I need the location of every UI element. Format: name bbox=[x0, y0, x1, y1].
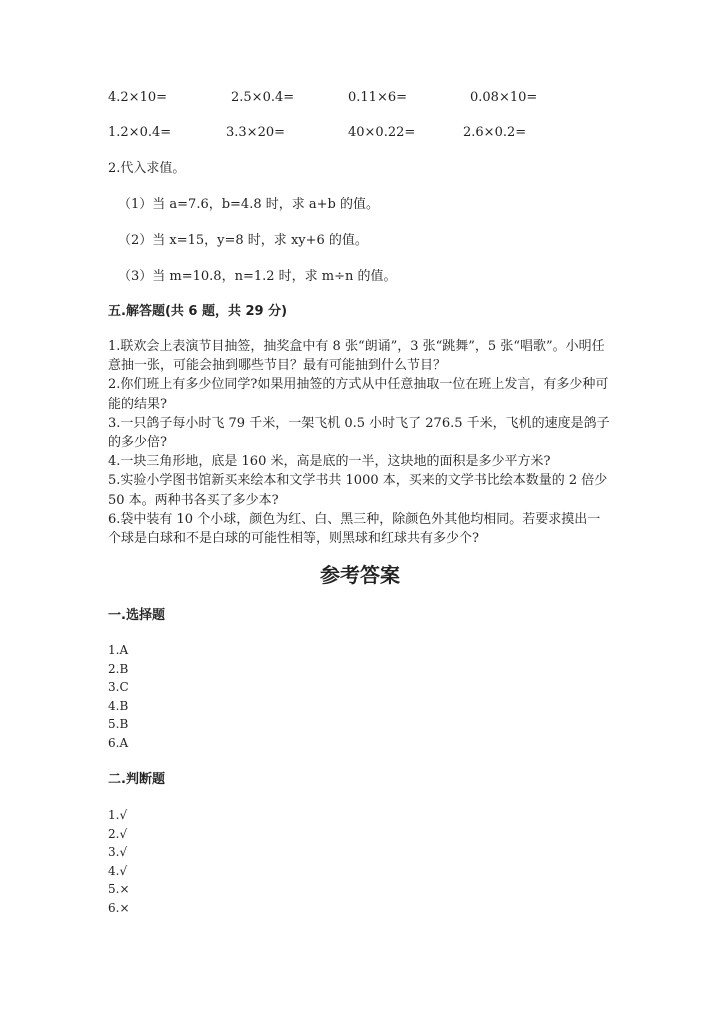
answer-item: 2.√ bbox=[108, 826, 128, 841]
answer-item: 6.× bbox=[108, 900, 130, 915]
answer-list-judge bbox=[108, 806, 130, 918]
calc-item: 0.11×6= bbox=[348, 90, 408, 105]
calc-item: 40×0.22= bbox=[348, 125, 416, 140]
calc-item: 2.5×0.4= bbox=[231, 90, 295, 105]
calc-item: 0.08×10= bbox=[470, 90, 538, 105]
calc-item: 2.6×0.2= bbox=[463, 125, 527, 140]
answer-list-choice bbox=[108, 641, 129, 753]
answer-item: 4.B bbox=[108, 698, 129, 713]
problem-item: 2.你们班上有多少位同学?如果用抽签的方式从中任意抽取一位在班上发言，有多少种可能的结果? bbox=[108, 377, 609, 412]
answer-item: 3.C bbox=[108, 680, 129, 695]
answer-item: 4.√ bbox=[108, 863, 128, 878]
substitution-heading: 2.代入求值。 bbox=[108, 161, 186, 176]
answer-item: 1.A bbox=[108, 643, 129, 657]
answer-section1-heading: 一.选择题 bbox=[108, 608, 165, 623]
answer-section2-heading: 二.判断题 bbox=[108, 772, 165, 787]
answer-item: 5.× bbox=[108, 882, 130, 897]
substitution-item: （2）当 x=15，y=8 时，求 xy+6 的值。 bbox=[118, 233, 368, 248]
answer-item: 6.A bbox=[108, 735, 129, 750]
problem-item: 1.联欢会上表演节目抽签，抽奖盒中有 8 张“朗诵”，3 张“跳舞”，5 张“唱歌”。小明任意抽一张，可能会抽到哪些节目？最有可能抽到什么节目？ bbox=[108, 339, 605, 374]
problem-item: 5.实验小学图书馆新买来绘本和文学书共 1000 本，买来的文学书比绘本数量的 2 倍少 50 本。两种书各买了多少本? bbox=[108, 473, 608, 508]
calc-row bbox=[0, 123, 720, 143]
answer-item: 5.B bbox=[108, 717, 129, 732]
problem-item: 3.一只鸽子每小时飞 79 千米，一架飞机 0.5 小时飞了 276.5 千米，飞机的速度是鸽子的多少倍? bbox=[108, 415, 610, 451]
problem-item: 6.袋中装有 10 个小球，颜色为红、白、黑三种，除颜色外其他均相同。若要求摸出一个球是白球和不是白球的可能性相等，则黑球和红球共有多少个? bbox=[108, 511, 601, 547]
calc-item: 3.3×20= bbox=[226, 125, 286, 140]
answer-item: 1.√ bbox=[108, 808, 128, 822]
problem-item: 4.一块三角形地，底是 160 米，高是底的一半，这块地的面积是多少平方米? bbox=[108, 454, 551, 470]
answer-item: 2.B bbox=[108, 661, 129, 676]
calc-row bbox=[0, 88, 720, 108]
substitution-item: （3）当 m=10.8，n=1.2 时，求 m÷n 的值。 bbox=[118, 269, 397, 284]
answer-title: 参考答案 bbox=[320, 563, 400, 587]
calc-item: 1.2×0.4= bbox=[108, 125, 172, 140]
problem-list bbox=[108, 337, 612, 548]
substitution-item: （1）当 a=7.6，b=4.8 时，求 a+b 的值。 bbox=[118, 197, 379, 212]
calc-item: 4.2×10= bbox=[108, 90, 168, 105]
section5-heading: 五.解答题(共 6 题，共 29 分) bbox=[108, 304, 288, 319]
answer-item: 3.√ bbox=[108, 845, 128, 860]
